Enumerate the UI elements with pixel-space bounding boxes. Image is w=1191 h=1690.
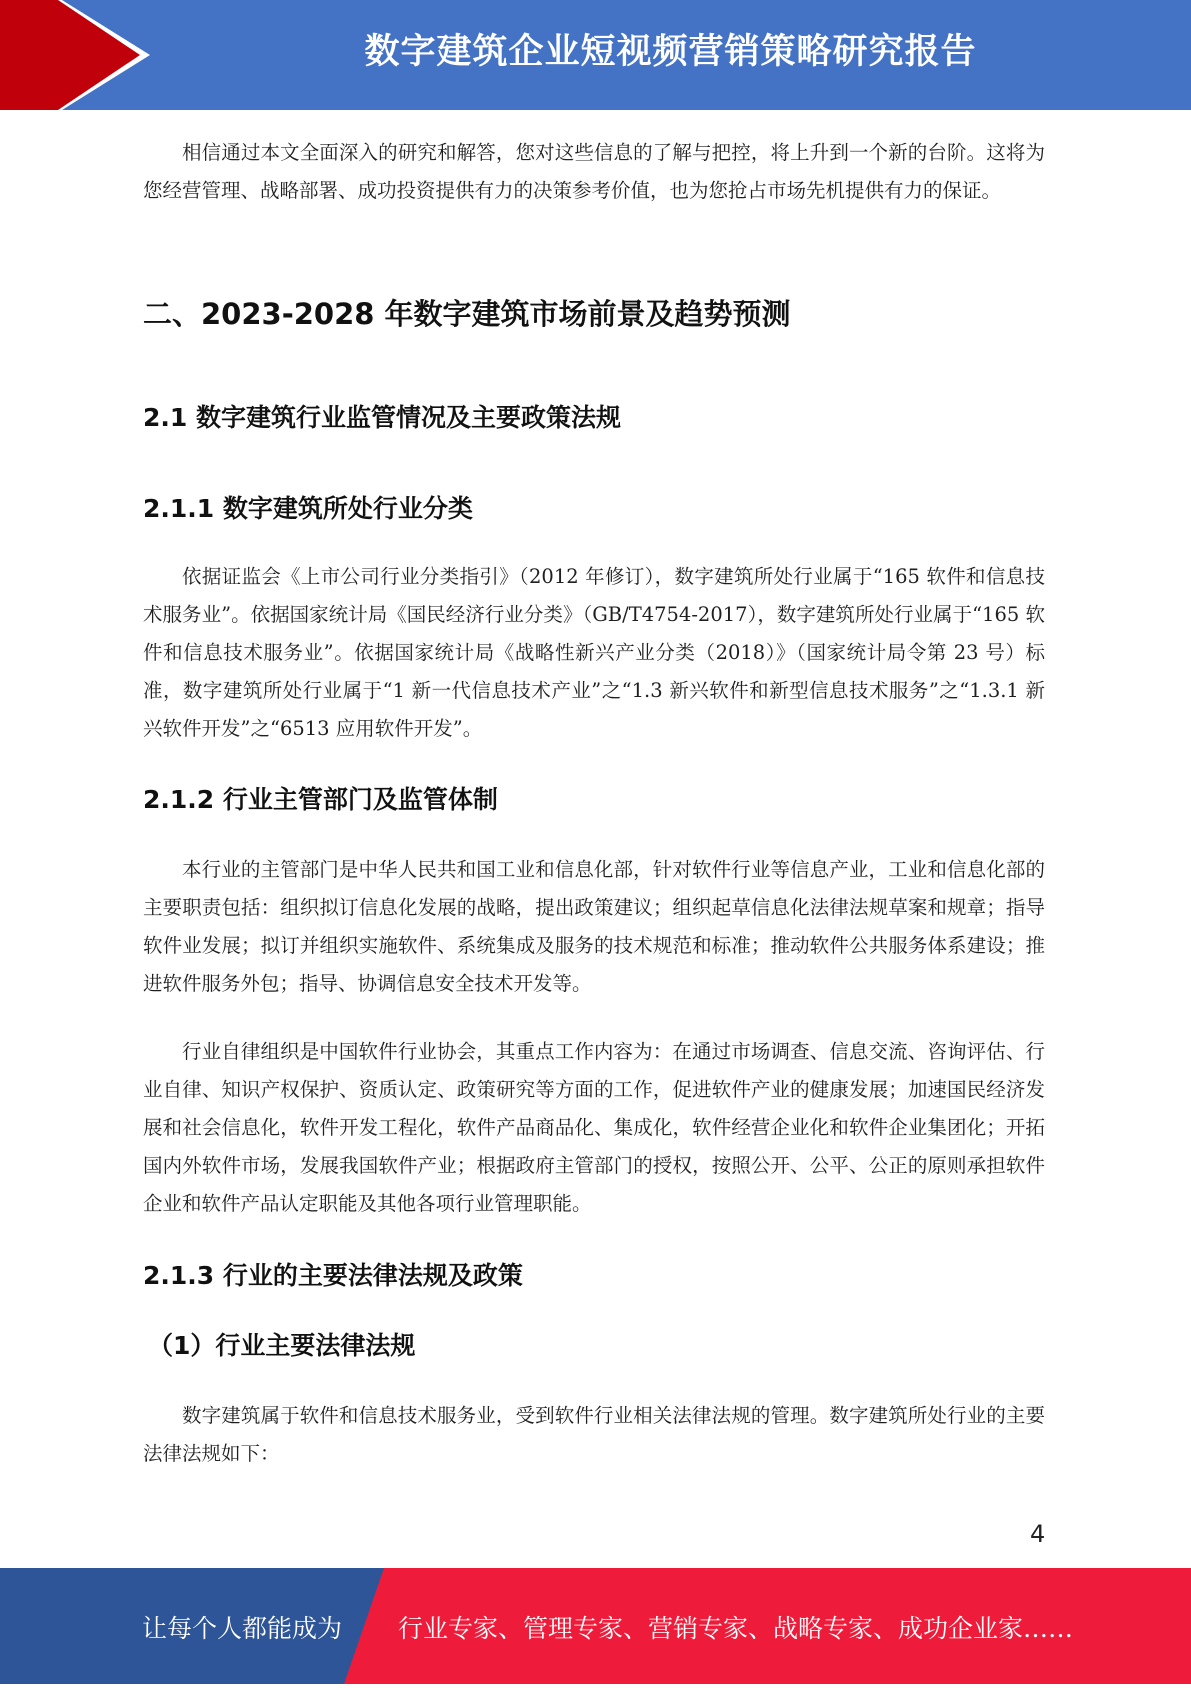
header-arrow-decoration: [0, 0, 160, 110]
subsubsection-heading: 2.1.1 数字建筑所处行业分类: [143, 494, 473, 523]
footer-slogan-right: 行业专家、管理专家、营销专家、战略专家、成功企业家……: [398, 1614, 1074, 1643]
page-number: 4: [1030, 1520, 1046, 1548]
header-banner: [0, 0, 1191, 110]
subsection-heading: 2.1 数字建筑行业监管情况及主要政策法规: [143, 403, 621, 432]
footer-slogan-left: 让每个人都能成为: [142, 1614, 343, 1643]
self-regulation-paragraph: 行业自律组织是中国软件行业协会，其重点工作内容为：在通过市场调查、信息交流、咨询评估、行业自律、知识产权保护、资质认定、政策研究等方面的工作，促进软件产业的健康发展；加速国民经济发展和社会信息化，软件开发工程化，软件产品商品化、集成化，软件经营企业化和软件企业集团化；开拓国内外软件市场，发展我国软件产业；根据政府主管部门的授权，按照公开、公平、公正的原则承担软件企业和软件产品认定职能及其他各项行业管理职能。: [143, 1040, 1045, 1215]
section-heading: 二、2023-2028 年数字建筑市场前景及趋势预测: [143, 297, 791, 331]
regulator-paragraph: 本行业的主管部门是中华人民共和国工业和信息化部，针对软件行业等信息产业，工业和信息化部的主要职责包括：组织拟订信息化发展的战略，提出政策建议；组织起草信息化法律法规草案和规章；指导软件业发展；拟订并组织实施软件、系统集成及服务的技术规范和标准；推动软件公共服务体系建设；推进软件服务外包；指导、协调信息安全技术开发等。: [143, 858, 1045, 995]
laws-paragraph: 数字建筑属于软件和信息技术服务业，受到软件行业相关法律法规的管理。数字建筑所处行业的主要法律法规如下：: [143, 1404, 1045, 1465]
document-title: 数字建筑企业短视频营销策略研究报告: [364, 32, 977, 72]
industry-classification-paragraph: 依据证监会《上市公司行业分类指引》（2012 年修订），数字建筑所处行业属于“165 软件和信息技术服务业”。依据国家统计局《国民经济行业分类》（GB/T4754-2017），数字建筑所处行业属于“165 软件和信息技术服务业”。依据国家统计局《战略性新兴产业分类（2018）》（国家统计局令第 23 号）标准，数字建筑所处行业属于“1 新一代信息技术产业”之“1.3 新兴软件和新型信息技术服务”之“1.3.1 新兴软件开发”之“6513 应用软件开发”。: [143, 565, 1045, 740]
subsubsection-heading: 2.1.3 行业的主要法律法规及政策: [143, 1261, 523, 1290]
footer-banner: [0, 1568, 1191, 1684]
intro-paragraph: 相信通过本文全面深入的研究和解答，您对这些信息的了解与把控，将上升到一个新的台阶。这将为您经营管理、战略部署、成功投资提供有力的决策参考价值，也为您抢占市场先机提供有力的保证。: [143, 141, 1045, 202]
subsubsection-heading: 2.1.2 行业主管部门及监管体制: [143, 785, 498, 814]
sub-item-heading: （1）行业主要法律法规: [148, 1331, 416, 1360]
